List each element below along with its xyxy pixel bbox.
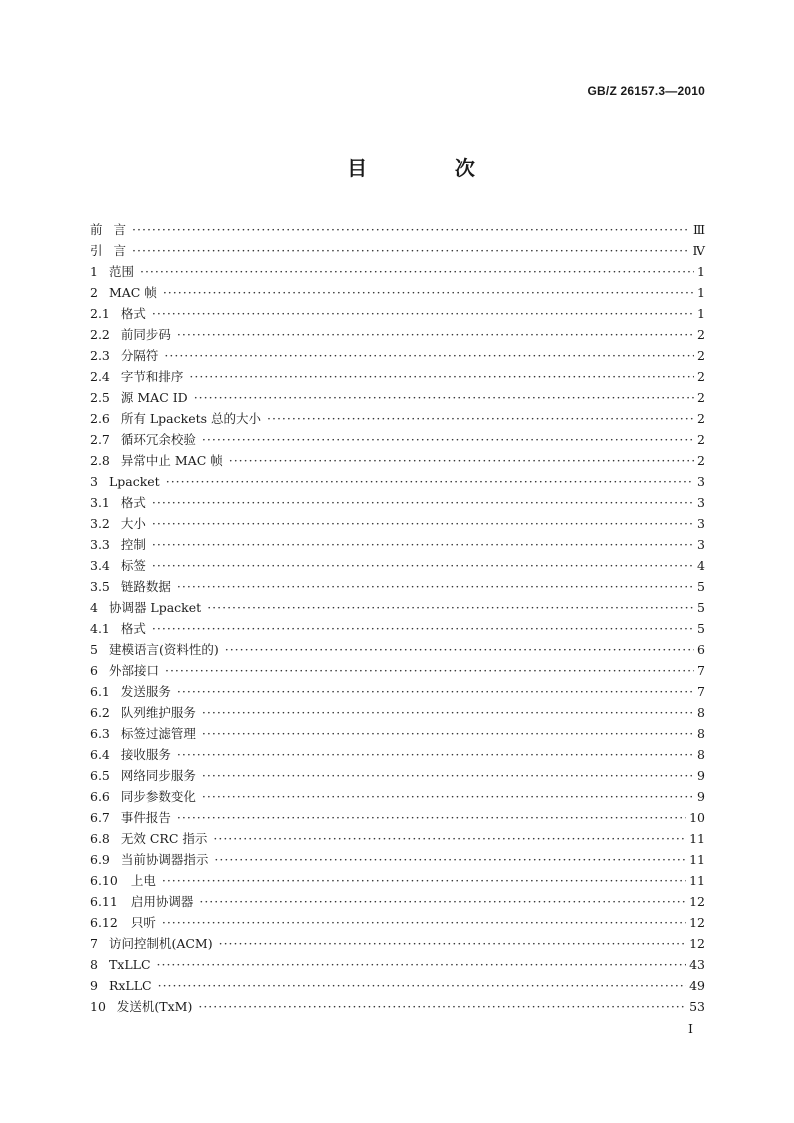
toc-entry-number: 6.5	[90, 768, 110, 783]
toc-entry-page: 2	[697, 327, 705, 342]
toc-leader-dots	[177, 807, 686, 828]
toc-entry-number: 3.5	[90, 579, 110, 594]
toc-entry-title: Lpacket	[108, 474, 160, 489]
toc-entry-page: 3	[697, 537, 705, 552]
toc-entry-number: 2.5	[90, 390, 110, 405]
toc-entry-title: 网络同步服务	[120, 768, 196, 783]
toc-leader-dots	[202, 702, 694, 723]
toc-entry[interactable]	[90, 261, 705, 282]
toc-entry-title: 言	[113, 222, 127, 237]
toc-entry-number: 2.7	[90, 432, 110, 447]
toc-entry-number: 2.4	[90, 369, 110, 384]
toc-leader-dots	[177, 324, 694, 345]
toc-entry[interactable]	[90, 765, 705, 786]
toc-entry-number: 8	[90, 957, 98, 972]
toc-entry-number: 3	[90, 474, 98, 489]
toc-entry[interactable]	[90, 471, 705, 492]
toc-entry[interactable]	[90, 219, 705, 240]
toc-entry-page: 1	[697, 306, 705, 321]
toc-entry-number: 2.2	[90, 327, 110, 342]
toc-entry-title: TxLLC	[108, 957, 151, 972]
toc-entry-number: 引	[90, 243, 103, 258]
toc-entry-page: 11	[689, 852, 705, 867]
toc-entry-page: 49	[689, 978, 705, 993]
toc-entry-number: 6.2	[90, 705, 110, 720]
toc-entry[interactable]	[90, 387, 705, 408]
toc-entry[interactable]	[90, 282, 705, 303]
toc-entry-page: 12	[689, 894, 705, 909]
toc-entry-page: Ⅲ	[692, 222, 705, 237]
toc-entry[interactable]	[90, 702, 705, 723]
toc-entry-number: 6.11	[90, 894, 118, 909]
toc-entry[interactable]	[90, 597, 705, 618]
toc-entry-number: 10	[90, 999, 106, 1014]
toc-entry-page: 8	[697, 705, 705, 720]
toc-entry-page: 1	[697, 264, 705, 279]
toc-entry[interactable]	[90, 324, 705, 345]
toc-entry-title: 异常中止 MAC 帧	[120, 453, 223, 468]
toc-entry-page: 8	[697, 726, 705, 741]
toc-leader-dots	[163, 282, 694, 303]
page-number: Ⅰ	[688, 1021, 693, 1036]
toc-leader-dots	[165, 660, 694, 681]
toc-leader-dots	[152, 492, 694, 513]
toc-entry-number: 6.3	[90, 726, 110, 741]
toc-entry-title: 源 MAC ID	[120, 390, 188, 405]
toc-entry-number: 6	[90, 663, 98, 678]
toc-entry-title: 只听	[130, 915, 156, 930]
toc-leader-dots	[202, 429, 694, 450]
toc-entry-page: 5	[697, 579, 705, 594]
toc-entry-page: 3	[697, 516, 705, 531]
toc-entry-title: 建模语言(资料性的)	[108, 642, 219, 657]
toc-entry[interactable]	[90, 807, 705, 828]
toc-entry-page: 3	[697, 474, 705, 489]
toc-entry-number: 6.1	[90, 684, 110, 699]
toc-entry[interactable]	[90, 996, 705, 1017]
toc-entry-number: 7	[90, 936, 98, 951]
toc-entry-number: 2.6	[90, 411, 110, 426]
toc-entry-number: 6.12	[90, 915, 118, 930]
toc-entry-title: 链路数据	[120, 579, 171, 594]
toc-leader-dots	[132, 219, 690, 240]
toc-entry-page: 4	[697, 558, 705, 573]
toc-entry-page: Ⅳ	[692, 243, 705, 258]
toc-leader-dots	[214, 849, 686, 870]
toc-entry-number: 6.6	[90, 789, 110, 804]
toc-entry-title: 控制	[120, 537, 146, 552]
toc-leader-dots	[219, 933, 686, 954]
toc-entry-title: 当前协调器指示	[120, 852, 209, 867]
toc-entry[interactable]	[90, 681, 705, 702]
toc-leader-dots	[202, 765, 694, 786]
toc-leader-dots	[202, 786, 694, 807]
toc-leader-dots	[152, 513, 694, 534]
toc-entry[interactable]	[90, 366, 705, 387]
toc-leader-dots	[166, 471, 694, 492]
toc-entry-number: 3.4	[90, 558, 110, 573]
toc-entry-page: 12	[689, 936, 705, 951]
toc-entry-number: 6.10	[90, 873, 118, 888]
toc-entry-page: 7	[697, 663, 705, 678]
toc-entry[interactable]	[90, 912, 705, 933]
toc-entry[interactable]	[90, 576, 705, 597]
toc-entry-number: 4.1	[90, 621, 110, 636]
toc-leader-dots	[158, 975, 687, 996]
toc-entry-title: 范围	[108, 264, 134, 279]
toc-entry-page: 2	[697, 411, 705, 426]
toc-entry-page: 53	[689, 999, 705, 1014]
toc-entry-page: 9	[697, 768, 705, 783]
toc-leader-dots	[207, 597, 694, 618]
toc-leader-dots	[189, 366, 694, 387]
toc-entry-title: 事件报告	[120, 810, 171, 825]
toc-entry-page: 2	[697, 348, 705, 363]
toc-entry-title: 接收服务	[120, 747, 171, 762]
toc-entry-page: 6	[697, 642, 705, 657]
toc-entry-page: 1	[697, 285, 705, 300]
toc-entry-page: 7	[697, 684, 705, 699]
toc-entry-number: 9	[90, 978, 98, 993]
table-of-contents	[90, 219, 705, 1017]
toc-entry-title: 无效 CRC 指示	[120, 831, 208, 846]
toc-leader-dots	[152, 555, 694, 576]
toc-entry-page: 2	[697, 369, 705, 384]
toc-entry[interactable]	[90, 450, 705, 471]
toc-entry[interactable]	[90, 534, 705, 555]
toc-entry-title: 言	[113, 243, 127, 258]
toc-leader-dots	[225, 639, 694, 660]
toc-entry-page: 43	[689, 957, 705, 972]
toc-entry[interactable]	[90, 513, 705, 534]
toc-leader-dots	[213, 828, 686, 849]
toc-entry[interactable]	[90, 723, 705, 744]
toc-leader-dots	[177, 681, 694, 702]
toc-leader-dots	[152, 534, 694, 555]
toc-entry-number: 2.1	[90, 306, 110, 321]
toc-entry-page: 5	[697, 621, 705, 636]
toc-entry-page: 2	[697, 390, 705, 405]
toc-leader-dots	[198, 996, 686, 1017]
toc-entry[interactable]	[90, 555, 705, 576]
toc-entry-page: 9	[697, 789, 705, 804]
toc-entry[interactable]	[90, 744, 705, 765]
toc-leader-dots	[177, 744, 694, 765]
toc-entry-page: 2	[697, 432, 705, 447]
toc-entry-title: 队列维护服务	[120, 705, 196, 720]
toc-entry-title: 格式	[120, 621, 146, 636]
toc-entry-number: 前	[90, 222, 103, 237]
toc-leader-dots	[152, 618, 694, 639]
toc-entry-number: 3.1	[90, 495, 110, 510]
toc-entry-number: 5	[90, 642, 98, 657]
toc-entry-page: 8	[697, 747, 705, 762]
toc-leader-dots	[267, 408, 694, 429]
toc-entry-title: 发送服务	[120, 684, 171, 699]
standard-code: GB/Z 26157.3—2010	[587, 84, 705, 98]
toc-entry-number: 2.8	[90, 453, 110, 468]
toc-entry-title: 标签过滤管理	[120, 726, 196, 741]
toc-entry[interactable]	[90, 492, 705, 513]
toc-entry-title: 格式	[120, 495, 146, 510]
toc-entry-title: 协调器 Lpacket	[108, 600, 202, 615]
toc-entry-title: 分隔符	[120, 348, 159, 363]
toc-leader-dots	[229, 450, 694, 471]
toc-entry-title: RxLLC	[108, 978, 152, 993]
toc-entry-number: 2	[90, 285, 98, 300]
toc-entry-number: 4	[90, 600, 98, 615]
toc-leader-dots	[164, 345, 694, 366]
toc-entry-title: 访问控制机(ACM)	[108, 936, 213, 951]
toc-entry-title: 启用协调器	[130, 894, 194, 909]
toc-leader-dots	[194, 387, 694, 408]
toc-entry-number: 6.8	[90, 831, 110, 846]
toc-entry-title: 同步参数变化	[120, 789, 196, 804]
toc-leader-dots	[162, 912, 686, 933]
toc-entry-page: 11	[689, 831, 705, 846]
toc-leader-dots	[199, 891, 686, 912]
toc-entry[interactable]	[90, 660, 705, 681]
toc-entry-title: MAC 帧	[108, 285, 157, 300]
toc-entry-page: 3	[697, 495, 705, 510]
toc-entry-page: 11	[689, 873, 705, 888]
toc-entry-title: 上电	[130, 873, 156, 888]
toc-entry-number: 3.3	[90, 537, 110, 552]
toc-leader-dots	[140, 261, 694, 282]
toc-leader-dots	[162, 870, 686, 891]
toc-entry[interactable]	[90, 618, 705, 639]
toc-entry-title: 外部接口	[108, 663, 159, 678]
toc-entry-page: 12	[689, 915, 705, 930]
page-title: 目 次	[347, 156, 487, 180]
toc-entry[interactable]	[90, 408, 705, 429]
toc-entry[interactable]	[90, 849, 705, 870]
toc-entry-number: 1	[90, 264, 98, 279]
toc-entry-page: 10	[689, 810, 705, 825]
toc-entry-title: 字节和排序	[120, 369, 184, 384]
toc-leader-dots	[132, 240, 689, 261]
toc-entry[interactable]	[90, 786, 705, 807]
toc-entry-title: 所有 Lpackets 总的大小	[120, 411, 262, 426]
toc-entry-number: 6.4	[90, 747, 110, 762]
toc-entry[interactable]	[90, 240, 705, 261]
toc-entry[interactable]	[90, 639, 705, 660]
toc-leader-dots	[157, 954, 687, 975]
toc-leader-dots	[202, 723, 694, 744]
toc-entry-number: 3.2	[90, 516, 110, 531]
toc-entry[interactable]	[90, 933, 705, 954]
toc-entry-title: 标签	[120, 558, 146, 573]
toc-entry-number: 6.9	[90, 852, 110, 867]
toc-entry[interactable]	[90, 975, 705, 996]
toc-entry[interactable]	[90, 891, 705, 912]
toc-entry-title: 前同步码	[120, 327, 171, 342]
toc-entry-title: 循环冗余校验	[120, 432, 196, 447]
toc-entry-page: 5	[697, 600, 705, 615]
toc-entry[interactable]	[90, 954, 705, 975]
toc-leader-dots	[152, 303, 694, 324]
toc-entry[interactable]	[90, 870, 705, 891]
toc-entry-number: 6.7	[90, 810, 110, 825]
toc-entry-title: 发送机(TxM)	[116, 999, 193, 1014]
toc-leader-dots	[177, 576, 694, 597]
toc-entry-title: 大小	[120, 516, 146, 531]
toc-entry-title: 格式	[120, 306, 146, 321]
toc-entry-page: 2	[697, 453, 705, 468]
toc-entry[interactable]	[90, 429, 705, 450]
toc-entry[interactable]	[90, 345, 705, 366]
toc-entry[interactable]	[90, 828, 705, 849]
toc-entry[interactable]	[90, 303, 705, 324]
toc-entry-number: 2.3	[90, 348, 110, 363]
